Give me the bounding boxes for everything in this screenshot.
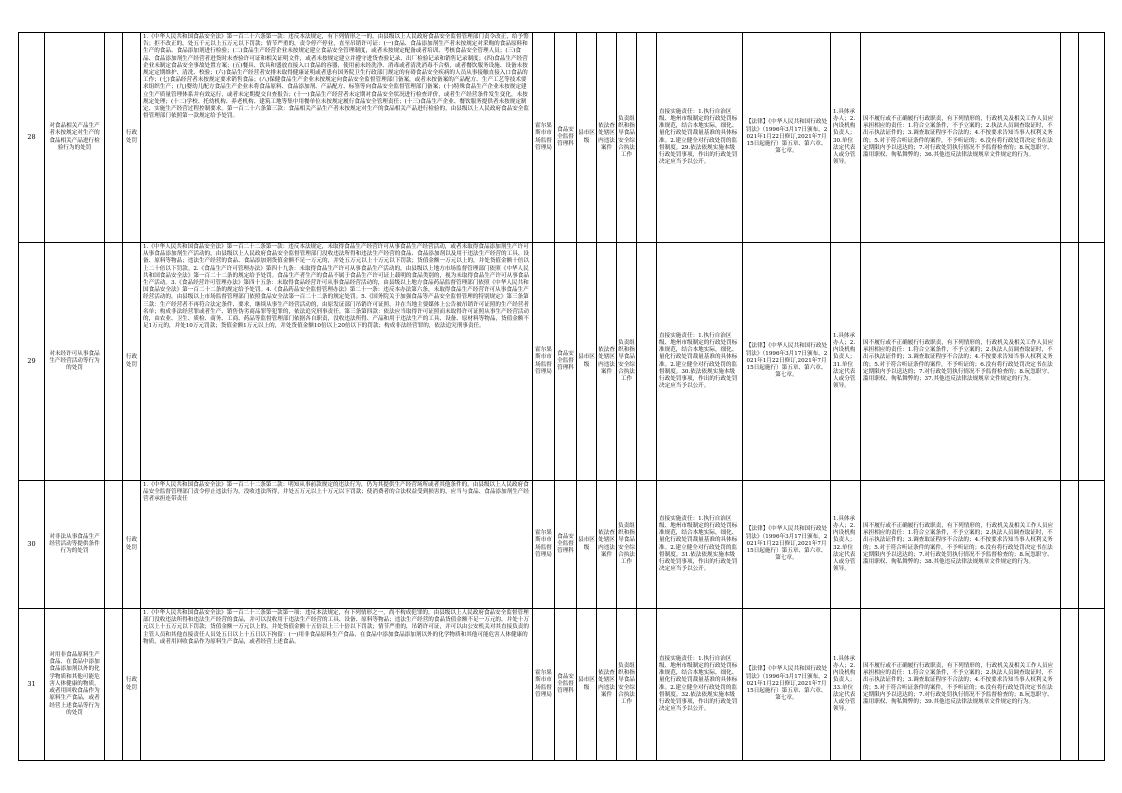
item-name: 对食品相关产品生产者未按规定对生产的食品相关产品进行检验行为的处罚 (45, 33, 105, 243)
item-name: 对未经许可从事食品生产经营活动等行为的处罚 (45, 243, 105, 481)
empty-cell (105, 33, 123, 243)
liability-cases: 因不履行或不正确履行行政职责，有下列情形的，行政机关及相关工作人员应承担相应的责任：1.符合立案条件，不予立案的；2.执法人员调查取证时，不出示执法证件的；3.调查取证程序不合法的；4.不按要求告知当事人权利义务的；5.对于符合听证条件的案件，不予听证的；6.没有将行政处罚决定书在法定期限内予以送达的；7.对行政处罚执行情况不予监督检查的；8.玩忽职守、滥用职权、徇私舞弊的；38.其他违反法律法规规章文件规定的行为。 (861, 481, 1061, 609)
internal-office: 食品安全监督管理科 (555, 243, 577, 481)
empty-cell (1079, 481, 1105, 609)
scope: 依法查处辖区内违法案件 (597, 243, 617, 481)
responsibility-content: 直接实施责任：1.执行自治区级、地州市级制定的行政处罚标准规范，结合本地实际，细化、量化行政处罚裁量基准的具体标准。2.建立健全对行政处罚的监督制度。30.依法依规实施本级行政处罚事项，作出的行政处罚决定应当予以公开。 (657, 243, 743, 481)
responsibility-content: 直接实施责任：1.执行自治区级、地州市级制定的行政处罚标准规范，结合本地实际，细化、量化行政处罚裁量基准的具体标准。2.建立健全对行政处罚的监督制度。32.依法依规实施本级行政处罚事项，作出的行政处罚决定应当予以公开。 (657, 609, 743, 761)
row-number: 30 (19, 481, 45, 609)
duty: 负责组织和指导食品安全综合执法工作 (617, 481, 637, 609)
implementing-dept: 霍尔果斯市市场监督管理局 (533, 243, 555, 481)
liability-cases: 因不履行或不正确履行行政职责，有下列情形的，行政机关及相关工作人员应承担相应的责任：1.符合立案条件，不予立案的；2.执法人员调查取证时，不出示执法证件的；3.调查取证程序不合法的；4.不按要求告知当事人权利义务的；5.对于符合听证条件的案件，不予听证的；6.没有将行政处罚决定书在法定期限内予以送达的；7.对行政处罚执行情况不予监督检查的；8.玩忽职守、滥用职权、徇私舞弊的；39.其他违反法律法规规章文件规定的行为。 (861, 609, 1061, 761)
implementing-dept: 霍尔果斯市市场监督管理局 (533, 481, 555, 609)
table-row (19, 243, 1105, 481)
exercise-level: 县市区级 (577, 243, 597, 481)
empty-cell (1079, 609, 1105, 761)
responsibility-content: 直接实施责任：1.执行自治区级、地州市级制定的行政处罚标准规范，结合本地实际，细化、量化行政处罚裁量基准的具体标准。2.建立健全对行政处罚的监督制度。29.依法依规实施本级行政处罚事项，作出的行政处罚决定应当予以公开。 (657, 33, 743, 243)
scope: 依法查处辖区内违法案件 (597, 609, 617, 761)
responsibility-law: 【法律】《中华人民共和国行政处罚法》（1996年3月17日颁布，2021年1月22日修订,2021年7月15日起施行）第五章、第六章、第七章。 (743, 481, 831, 609)
responsible-subject: 1.具体承办人；2.内设机构负责人；33.单位法定代表人或分管领导。 (831, 609, 861, 761)
empty-cell (1061, 481, 1079, 609)
empty-cell (637, 609, 657, 761)
responsibility-law: 【法律】《中华人民共和国行政处罚法》（1996年3月17日颁布，2021年1月22日修订,2021年7月15日起施行）第五章、第六章、第七章。 (743, 243, 831, 481)
internal-office: 食品安全监督管理科 (555, 609, 577, 761)
responsible-subject: 1.具体承办人；2.内设机构负责人；32.单位法定代表人或分管领导。 (831, 481, 861, 609)
liability-cases: 因不履行或不正确履行行政职责，有下列情形的，行政机关及相关工作人员应承担相应的责任：1.符合立案条件，不予立案的；2.执法人员调查取证时，不出示执法证件的；3.调查取证程序不合法的；4.不按要求告知当事人权利义务的；5.对于符合听证条件的案件，不予听证的；6.没有将行政处罚决定书在法定期限内予以送达的；7.对行政处罚执行情况不予监督检查的；8.玩忽职守、滥用职权、徇私舞弊的；37.其他违反法律法规规章文件规定的行为。 (861, 243, 1061, 481)
responsibility-law: 【法律】《中华人民共和国行政处罚法》（1996年3月17日颁布，2021年1月22日修订,2021年7月15日起施行）第五章、第六章、第七章。 (743, 33, 831, 243)
legal-basis: 1.《中华人民共和国食品安全法》第一百二十六条第一款：违反本法规定，有下列情形之一的，由县级以上人民政府食品安全监督管理部门责令改正，给予警告；拒不改正的，处五千元以上五万元以下罚款；情节严重的，责令停产停业，直至吊销许可证：(一)食品、食品添加剂生产者未按规定对采购的食品原料和生产的食品、食品添加剂进行检验；(二)食品生产经营企业未按规定建立食品安全管理制度，或者未按规定配备或者培训、考核食品安全管理人员；(三)食品、食品添加剂生产经营者进货时未查验许可证和相关证明文件，或者未按规定建立并遵守进货查验记录、出厂检验记录和销售记录制度；(四)食品生产经营企业未制定食品安全事故处置方案；(五)餐具、饮具和盛放直接入口食品的容器，使用前未经洗净、消毒或者清洗消毒不合格，或者餐饮服务设施、设备未按规定定期维护、清洗、校验；(六)食品生产经营者安排未取得健康证明或者患有国务院卫生行政部门规定的有碍食品安全疾病的人员从事接触直接入口食品的工作；(七)食品经营者未按规定要求销售食品；(八)保健食品生产企业未按规定向食品安全监督管理部门备案，或者未按备案的产品配方、生产工艺等技术要求组织生产；(九)婴幼儿配方食品生产企业未将食品原料、食品添加剂、产品配方、标签等向食品安全监督管理部门备案；(十)特殊食品生产企业未按规定建立生产质量管理体系并有效运行，或者未定期提交自查报告；(十一)食品生产经营者未定期对食品安全状况进行检查评价，或者生产经营条件发生变化，未按规定处理；(十二)学校、托幼机构、养老机构、建筑工地等集中用餐单位未按规定履行食品安全管理责任；(十三)食品生产企业、餐饮服务提供者未按规定制定、实施生产经营过程控制要求。第一百二十六条第三款：食品相关产品生产者未按规定对生产的食品相关产品进行检验的，由县级以上人民政府食品安全监督管理部门依照第一款规定给予处罚。 (141, 33, 533, 243)
exercise-level: 县市区级 (577, 609, 597, 761)
scope: 依法查处辖区内违法案件 (597, 481, 617, 609)
duty: 负责组织和指导食品安全综合执法工作 (617, 33, 637, 243)
row-number: 28 (19, 33, 45, 243)
item-type: 行政处罚 (123, 481, 141, 609)
row-number: 29 (19, 243, 45, 481)
duty: 负责组织和指导食品安全综合执法工作 (617, 243, 637, 481)
item-type: 行政处罚 (123, 609, 141, 761)
empty-cell (637, 33, 657, 243)
responsible-subject: 1.具体承办人；2.内设机构负责人；31.单位法定代表人或分管领导。 (831, 243, 861, 481)
legal-basis: 1.《中华人民共和国食品安全法》第一百二十二条第二款：明知从事前款规定的违法行为，仍为其提供生产经营场所或者其他条件的，由县级以上人民政府食品安全监督管理部门责令停止违法行为，没收违法所得，并处五万元以上十万元以下罚款；使消费者的合法权益受到损害的，应当与食品、食品添加剂生产经营者承担连带责任 (141, 481, 533, 609)
responsibility-law: 【法律】《中华人民共和国行政处罚法》（1996年3月17日颁布，2021年1月22日修订,2021年7月15日起施行）第五章、第六章、第七章。 (743, 609, 831, 761)
empty-cell (1061, 609, 1079, 761)
implementing-dept: 霍尔果斯市市场监督管理局 (533, 609, 555, 761)
responsibility-content: 直接实施责任：1.执行自治区级、地州市级制定的行政处罚标准规范，结合本地实际，细化、量化行政处罚裁量基准的具体标准。2.建立健全对行政处罚的监督制度。31.依法依规实施本级行政处罚事项，作出的行政处罚决定应当予以公开。 (657, 481, 743, 609)
power-list-table (18, 32, 1105, 761)
item-type: 行政处罚 (123, 243, 141, 481)
empty-cell (1061, 33, 1079, 243)
internal-office: 食品安全监督管理科 (555, 481, 577, 609)
row-number: 31 (19, 609, 45, 761)
item-name: 对用非食品原料生产食品、在食品中添加食品添加剂以外的化学物质和其他可能危害人体健康的物质，或者用回收食品作为原料生产食品，或者经营上述食品等行为的处罚 (45, 609, 105, 761)
empty-cell (637, 481, 657, 609)
table-row (19, 609, 1105, 761)
table-row (19, 33, 1105, 243)
empty-cell (1061, 243, 1079, 481)
internal-office: 食品安全监督管理科 (555, 33, 577, 243)
empty-cell (105, 609, 123, 761)
exercise-level: 县市区级 (577, 481, 597, 609)
legal-basis: 1.《中华人民共和国食品安全法》第一百二十三条第一款第一项：违反本法规定，有下列情形之一，尚不构成犯罪的，由县级以上人民政府食品安全监督管理部门没收违法所得和违法生产经营的食品，并可以没收用于违法生产经营的工具、设备、原料等物品；违法生产经营的食品货值金额不足一万元的，并处十万元以上十五万元以下罚款；货值金额一万元以上的，并处货值金额十五倍以上三十倍以下罚款；情节严重的，吊销许可证，并可以由公安机关对其直接负责的主管人员和其他直接责任人员处五日以上十五日以下拘留：(一)用非食品原料生产食品、在食品中添加食品添加剂以外的化学物质和其他可能危害人体健康的物质，或者用回收食品作为原料生产食品，或者经营上述食品。 (141, 609, 533, 761)
empty-cell (105, 481, 123, 609)
implementing-dept: 霍尔果斯市市场监督管理局 (533, 33, 555, 243)
table-row (19, 481, 1105, 609)
empty-cell (105, 243, 123, 481)
item-type: 行政处罚 (123, 33, 141, 243)
scope: 依法查处辖区内违法案件 (597, 33, 617, 243)
item-name: 对非法从事食品生产经营活动等提供条件行为的处罚 (45, 481, 105, 609)
empty-cell (637, 243, 657, 481)
responsible-subject: 1.具体承办人；2.内设机构负责人；30.单位法定代表人或分管领导。 (831, 33, 861, 243)
empty-cell (1079, 243, 1105, 481)
legal-basis: 1.《中华人民共和国食品安全法》第一百二十二条第一款：违反本法规定，未取得食品生产经营许可从事食品生产经营活动，或者未取得食品添加剂生产许可从事食品添加剂生产活动的，由县级以上人民政府食品安全监督管理部门没收违法所得和违法生产经营的食品、食品添加剂以及用于违法生产经营的工具、设备、原料等物品；违法生产经营的食品、食品添加剂货值金额不足一万元的，并处五万元以上十万元以下罚款；货值金额一万元以上的，并处货值金额十倍以上二十倍以下罚款。2.《食品生产许可管理办法》第四十九条：未取得食品生产许可从事食品生产活动的，由县级以上地方市场监督管理部门依照《中华人民共和国食品安全法》第一百二十二条的规定给予处罚。食品生产者生产的食品不属于食品生产许可证上载明的食品类别的，视为未取得食品生产许可从事食品生产活动。3.《食品经营许可管理办法》第四十五条：未取得食品经营许可从事食品经营活动的，由县级以上地方食品药品监督管理部门依照《中华人民共和国食品安全法》第一百二十二条的规定给予处罚。4.《食品药品安全监督管理办法》第二十一条：违反本办法第六条，未取得食品生产经营许可从事食品生产经营活动的，由县级以上市场监督管理部门依照食品安全法第一百二十二条的规定处罚。5.《国务院关于加强食品等产品安全监督管理的特别规定》第三条第三款：生产经营者不再符合法定条件、要求，继续从事生产经营活动的，由原发证部门吊销许可证照，并在当地主要媒体上公告被吊销许可证照的生产经营者名单；构成非法经营罪或者生产、销售伪劣商品罪等犯罪的，依法追究刑事责任。第三条第四款：依法应当取得许可证照而未取得许可证照从事生产经营活动的，由农业、卫生、质检、商务、工商、药品等监督管理部门依据各自职责，没收违法所得、产品和用于违法生产的工具、设备、原材料等物品，货值金额不足1万元的，并处10万元罚款；货值金额1万元以上的，并处货值金额10倍以上20倍以下的罚款；构成非法经营罪的，依法追究刑事责任。 (141, 243, 533, 481)
exercise-level: 县市区级 (577, 33, 597, 243)
liability-cases: 因不履行或不正确履行行政职责，有下列情形的，行政机关及相关工作人员应承担相应的责任：1.符合立案条件，不予立案的；2.执法人员调查取证时，不出示执法证件的；3.调查取证程序不合法的；4.不按要求告知当事人权利义务的；5.对于符合听证条件的案件，不予听证的；6.没有将行政处罚决定书在法定期限内予以送达的；7.对行政处罚执行情况不予监督检查的；8.玩忽职守、滥用职权、徇私舞弊的；36.其他违反法律法规规章文件规定的行为。 (861, 33, 1061, 243)
duty: 负责组织和指导食品安全综合执法工作 (617, 609, 637, 761)
empty-cell (1079, 33, 1105, 243)
